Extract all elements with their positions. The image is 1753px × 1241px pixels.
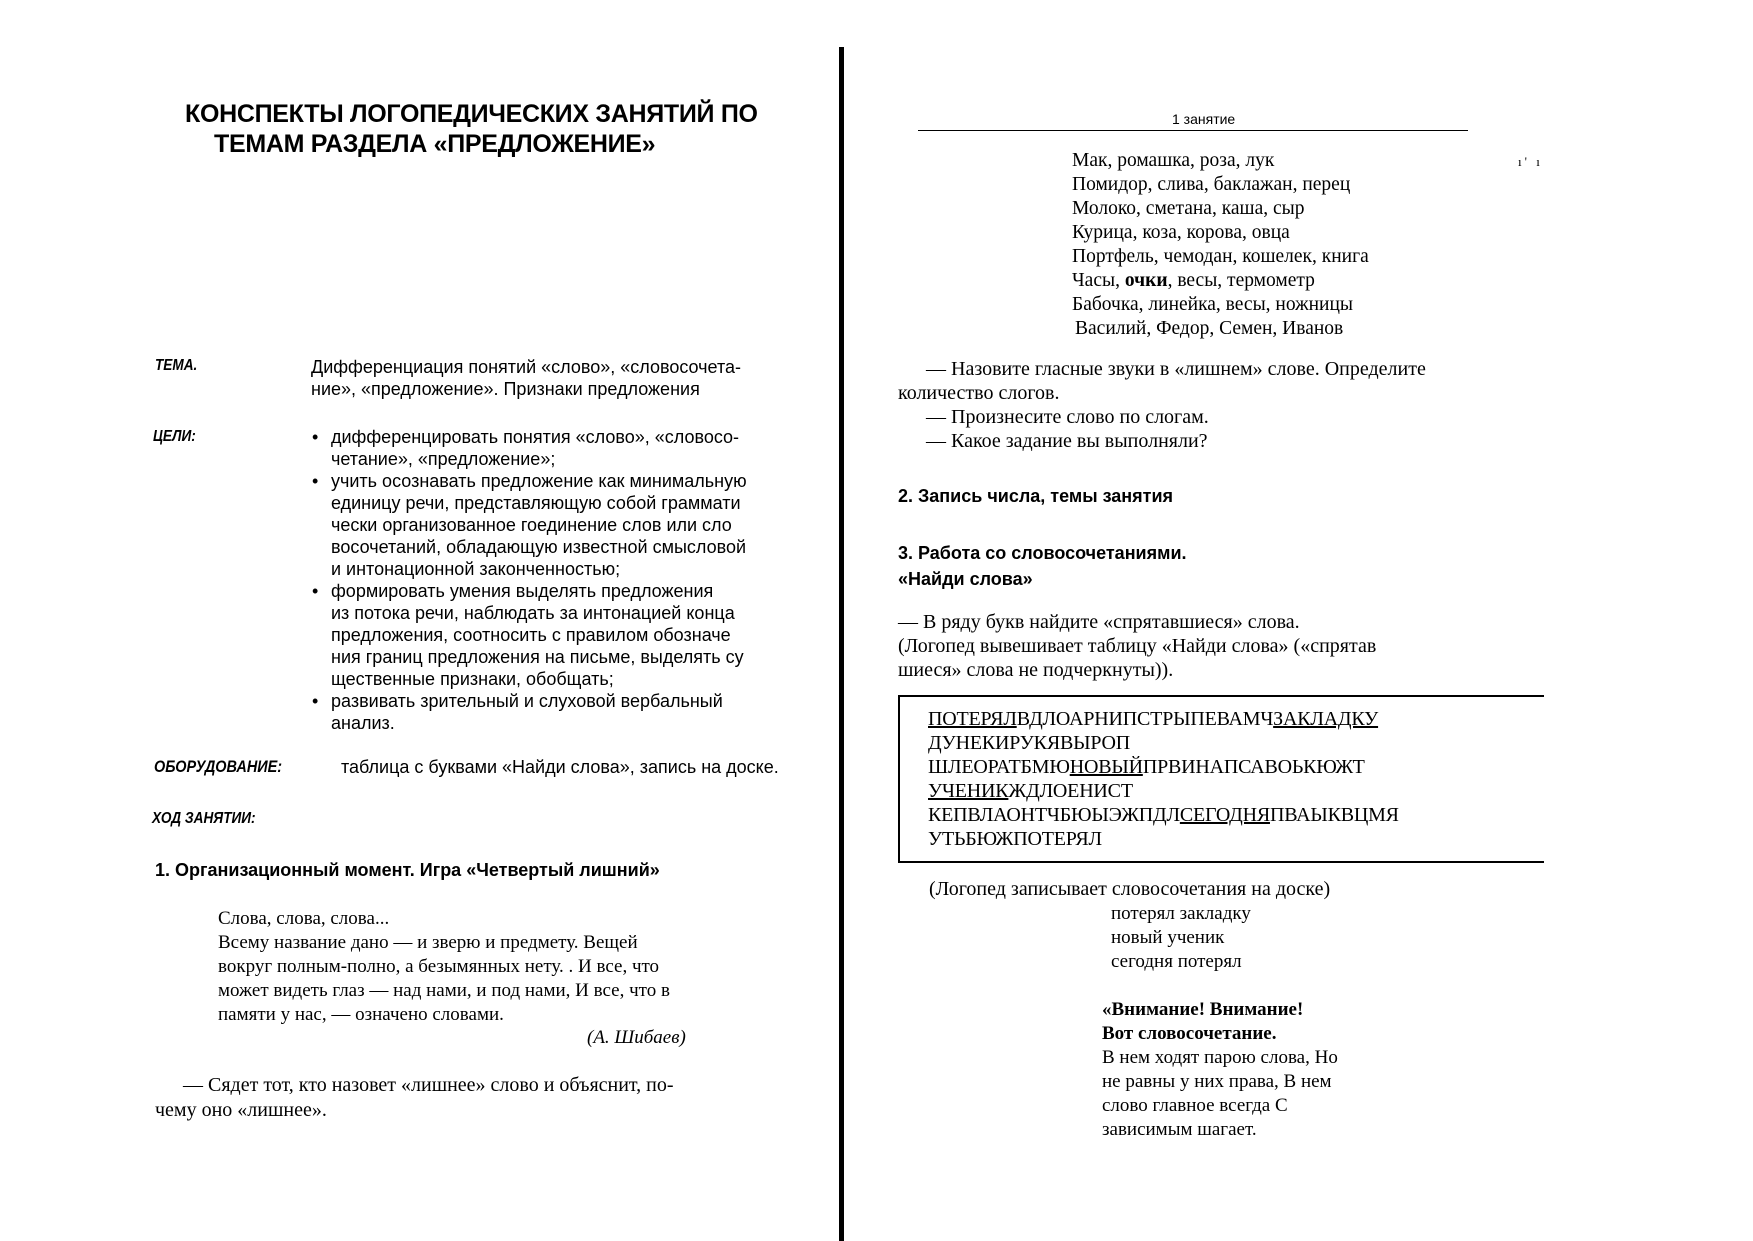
page-divider bbox=[839, 47, 844, 1241]
bold-word: очки bbox=[1124, 270, 1168, 291]
grid-row bbox=[928, 731, 1399, 755]
course-label: ХОД ЗАНЯТИИ: bbox=[152, 810, 256, 827]
task-line: шиеся» слова не подчеркнуты)). bbox=[898, 659, 1174, 681]
goal-line: ния границ предложения на письме, выделять су bbox=[331, 647, 744, 667]
goal-item bbox=[308, 580, 808, 690]
bullet-icon: • bbox=[312, 471, 319, 491]
header-rule bbox=[918, 130, 1468, 131]
poem-line: вокруг полным-полно, а безымянных нету. . И все, что bbox=[218, 956, 660, 977]
letters: ДУНЕКИРУКЯВЫРОП bbox=[928, 732, 1130, 754]
question-line: — Назовите гласные звуки в «лишнем» слове. Определите bbox=[926, 358, 1426, 380]
poem-line: В нем ходят парою слова, Но bbox=[1102, 1047, 1338, 1068]
bullet-icon: • bbox=[312, 427, 319, 447]
hidden-word: НОВЫЙ bbox=[1069, 756, 1143, 778]
goal-line: анализ. bbox=[331, 713, 395, 733]
question-line: количество слогов. bbox=[898, 382, 1060, 404]
poem-line: Слова, слова, слова... bbox=[218, 908, 390, 929]
phrase: потерял закладку bbox=[1111, 903, 1251, 924]
goal-line: предложения, соотносить с правилом обозначе bbox=[331, 625, 731, 645]
goal-line: чески организованное гоединение слов или сло bbox=[331, 515, 732, 535]
questions bbox=[898, 357, 1558, 453]
poem-line-bold: Вот словосочетание. bbox=[1102, 1023, 1277, 1044]
word-list-row: Портфель, чемодан, кошелек, книга bbox=[1072, 246, 1369, 267]
goals-list bbox=[308, 426, 808, 734]
grid-row bbox=[928, 755, 1399, 779]
equipment-text: таблица с буквами «Найди слова», запись на доске. bbox=[341, 757, 779, 777]
poem-line: зависимым шагает. bbox=[1102, 1119, 1257, 1140]
letters: УТЬБЮЖПОТЕРЯЛ bbox=[928, 828, 1102, 850]
goal-item bbox=[308, 690, 808, 734]
task-text bbox=[898, 610, 1558, 682]
corner-marks: ı' ı bbox=[1518, 154, 1543, 169]
paragraph-line: чему оно «лишнее». bbox=[155, 1099, 327, 1121]
section-3-heading bbox=[898, 540, 1187, 592]
tema-text bbox=[311, 356, 791, 400]
word-list-row: Часы, очки, весы, термометр bbox=[1072, 270, 1315, 291]
section-2-heading: 2. Запись числа, темы занятия bbox=[898, 486, 1174, 506]
letters: ВДЛОАРНИПСТРЫПЕВАМЧ bbox=[1016, 708, 1274, 730]
grid-row bbox=[928, 779, 1399, 803]
title-line-2: ТЕМАМ РАЗДЕЛА «ПРЕДЛОЖЕНИЕ» bbox=[214, 130, 656, 158]
grid-row bbox=[928, 707, 1399, 731]
poem-line: может видеть глаз — над нами, и под нами, И все, что в bbox=[218, 980, 670, 1001]
goal-line: учить осознавать предложение как минимальную bbox=[331, 471, 747, 491]
letters: ПВАЫКВЦМЯ bbox=[1269, 804, 1399, 826]
goal-line: восочетаний, обладающую известной смысловой bbox=[331, 537, 747, 557]
letters: КЕПВЛАОНТЧБЮЫЭЖПДЛ bbox=[928, 804, 1180, 826]
goal-line: четание», «предложение»; bbox=[331, 449, 556, 469]
phrase: сегодня потерял bbox=[1111, 951, 1242, 972]
question-line: — Какое задание вы выполняли? bbox=[926, 430, 1208, 452]
goal-line: единицу речи, представляющую собой граммати bbox=[331, 493, 741, 513]
letters: ШЛЕОРАТБМЮ bbox=[928, 756, 1070, 778]
title-line-1: КОНСПЕКТЫ ЛОГОПЕДИЧЕСКИХ ЗАНЯТИЙ ПО bbox=[185, 100, 758, 128]
goal-line: формировать умения выделять предложения bbox=[331, 581, 714, 601]
poem-author: (А. Шибаев) bbox=[587, 1027, 686, 1048]
section-3-line: 3. Работа со словосочетаниями. bbox=[898, 543, 1187, 563]
goal-line: и интонационной законченностью; bbox=[331, 559, 621, 579]
equipment-label: ОБОРУДОВАНИЕ: bbox=[154, 757, 283, 776]
word-list-row: Василий, Федор, Семен, Иванов bbox=[1075, 318, 1344, 339]
word-list-row: Молоко, сметана, каша, сыр bbox=[1072, 198, 1305, 219]
word-list-row: Мак, ромашка, роза, лук bbox=[1072, 150, 1275, 171]
hidden-word: ПОТЕРЯЛ bbox=[928, 708, 1017, 730]
hidden-word: УЧЕНИК bbox=[928, 780, 1009, 802]
question-line: — Произнесите слово по слогам. bbox=[926, 406, 1209, 428]
word-list-row: Курица, коза, корова, овца bbox=[1072, 222, 1290, 243]
letter-grid bbox=[928, 707, 1399, 851]
tema-line: Дифференциация понятий «слово», «словосочета- bbox=[311, 357, 741, 377]
word-list-row: Бабочка, линейка, весы, ножницы bbox=[1072, 294, 1354, 315]
task-line: (Логопед вывешивает таблицу «Найди слова» («спрятав bbox=[898, 635, 1377, 657]
page-title bbox=[185, 99, 758, 159]
letters: ПРВИНАПСАВОЬКЮЖТ bbox=[1142, 756, 1365, 778]
bullet-icon: • bbox=[312, 581, 319, 601]
closing-poem bbox=[1102, 998, 1338, 1142]
goal-line: из потока речи, наблюдать за интонацией конца bbox=[331, 603, 735, 623]
goal-item bbox=[308, 470, 808, 580]
word-list bbox=[1072, 149, 1369, 341]
task-line: — В ряду букв найдите «спрятавшиеся» слова. bbox=[898, 611, 1300, 633]
section-1-heading: 1. Организационный момент. Игра «Четвертый лишний» bbox=[155, 860, 660, 880]
poem-line-bold: «Внимание! Внимание! bbox=[1102, 999, 1304, 1020]
word-list-row: Помидор, слива, баклажан, перец bbox=[1072, 174, 1351, 195]
poem-line: слово главное всегда С bbox=[1102, 1095, 1288, 1116]
hidden-word: СЕГОДНЯ bbox=[1179, 804, 1270, 826]
section-3-line: «Найди слова» bbox=[898, 569, 1033, 589]
poem bbox=[218, 907, 758, 1027]
goal-line: развивать зрительный и слуховой вербальный bbox=[331, 691, 723, 711]
page-header: 1 занятие bbox=[1172, 111, 1236, 127]
grid-row bbox=[928, 827, 1399, 851]
goal-line: дифференцировать понятия «слово», «словосо- bbox=[331, 427, 740, 447]
goal-item bbox=[308, 426, 808, 470]
tema-label: ТЕМА. bbox=[155, 357, 198, 374]
goals-label: ЦЕЛИ: bbox=[153, 428, 196, 445]
poem-line: памяти у нас, — означено словами. bbox=[218, 1004, 504, 1025]
phrase: новый ученик bbox=[1111, 927, 1225, 948]
tema-line: ние», «предложение». Признаки предложения bbox=[311, 379, 700, 399]
poem-line: Всему название дано — и зверю и предмету. Вещей bbox=[218, 932, 638, 953]
grid-row bbox=[928, 803, 1399, 827]
phrase-list bbox=[1111, 902, 1251, 974]
hidden-word: ЗАКЛАДКУ bbox=[1273, 708, 1379, 730]
instruction-paragraph bbox=[155, 1073, 775, 1123]
letters: ЖДЛОЕНИСТ bbox=[1008, 780, 1133, 802]
goal-line: щественные признаки, обобщать; bbox=[331, 669, 614, 689]
board-note: (Логопед записывает словосочетания на доске) bbox=[929, 878, 1331, 900]
poem-line: не равны у них права, В нем bbox=[1102, 1071, 1332, 1092]
bullet-icon: • bbox=[312, 691, 319, 711]
paragraph-line: — Сядет тот, кто назовет «лишнее» слово и объяснит, по- bbox=[183, 1074, 674, 1096]
